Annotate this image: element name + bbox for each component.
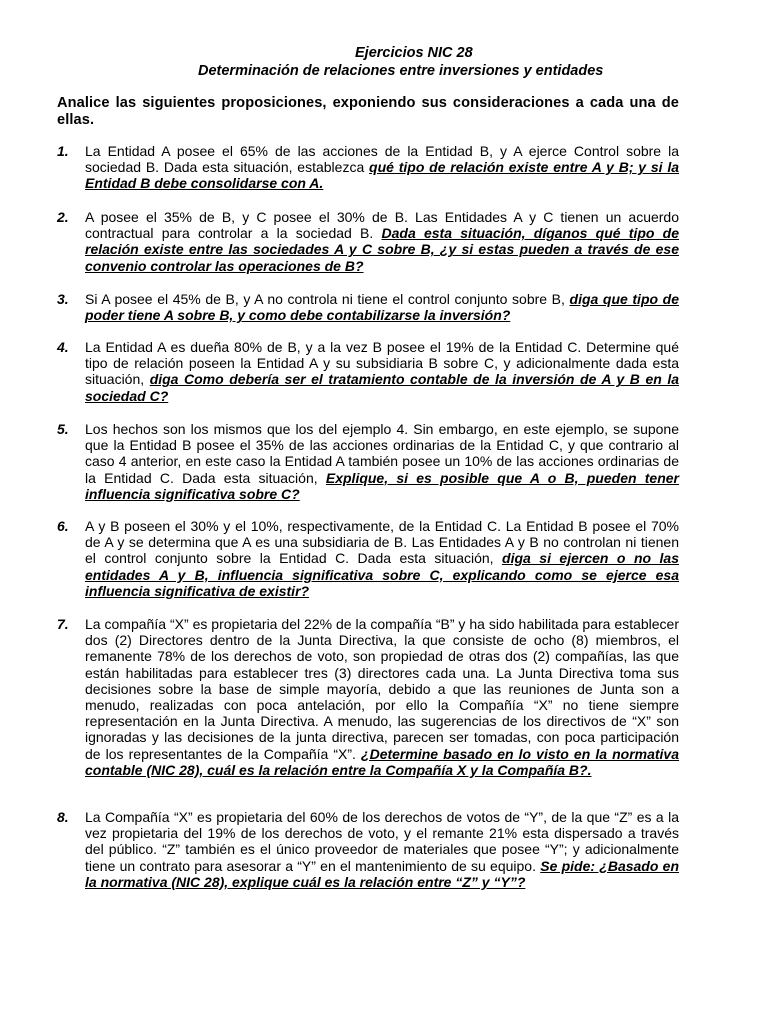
exercise-question: diga que tipo de poder tiene A sobre B, y como debe contabilizarse la inversión? <box>85 291 679 324</box>
exercise-statement: A y B poseen el 30% y el 10%, respectivamente, de la Entidad C. La Entidad B posee el 70% de A y se determina que A es una subsidiaria de B. Las Entidades A y B no controlan ni tienen el control conjunto sobre la Entidad C. Dada esta situación, <box>85 518 679 567</box>
exercise-text <box>85 518 679 599</box>
exercise-question: Se pide: ¿Basado en la normativa (NIC 28), explique cuál es la relación entre “Z” y “Y”? <box>85 857 679 890</box>
exercise-text <box>85 809 679 890</box>
exercise-statement: Si A posee el 45% de B, y A no controla ni tiene el control conjunto sobre B, <box>85 291 570 307</box>
exercise-number: 5. <box>57 421 69 437</box>
exercise-text <box>85 209 679 274</box>
instructions-paragraph: Analice las siguientes proposiciones, exponiendo sus consideraciones a cada una de ellas. <box>57 95 679 128</box>
exercise-question: Explique, si es posible que A o B, pueden tener influencia significativa sobre C? <box>85 469 680 502</box>
exercise-number: 2. <box>57 209 69 225</box>
exercise-statement: Los hechos son los mismos que los del ejemplo 4. Sin embargo, en este ejemplo, se supone que la Entidad B posee el 35% de las acciones ordinarias de la Entidad C, y que contrario al caso 4 anterior, en este caso la Entidad A también posee un 10% de las acciones ordinarias de la Entidad C. Dada esta situación, <box>85 421 679 486</box>
exercise-statement: La Compañía “X” es propietaria del 60% de los derechos de votos de “Y”, de la que “Z” es a la vez propietaria del 19% de los derechos de voto, y el remante 21% esta dispersado a través del público. “Z” también es el único proveedor de materiales que posee “Y”; y adicionalmente tiene un contrato para asesorar a “Y” en el mantenimiento de su equipo. <box>85 809 679 874</box>
exercise-statement: La Entidad A es dueña 80% de B, y a la vez B posee el 19% de la Entidad C. Determine qué tipo de relación poseen la Entidad A y su subsidiaria B sobre C, y adicionalmente dada esta situación, <box>85 339 679 388</box>
exercise-text <box>85 339 679 404</box>
exercise-number: 1. <box>57 143 69 159</box>
exercise-question: qué tipo de relación existe entre A y B; y si la Entidad B debe consolidarse con A. <box>85 159 679 192</box>
document-title: Ejercicios NIC 28 <box>355 45 473 61</box>
document-subtitle: Determinación de relaciones entre inversiones y entidades <box>198 63 604 79</box>
exercise-question: diga Como debería ser el tratamiento contable de la inversión de A y B en la sociedad C? <box>85 371 679 404</box>
exercise-question: Dada esta situación, díganos qué tipo de relación existe entre las sociedades A y C sobre B, ¿y si estas pueden a través de ese convenio controlar las operaciones de B? <box>85 225 679 274</box>
exercise-number: 6. <box>57 518 69 534</box>
exercise-statement: La compañía “X” es propietaria del 22% de la compañía “B” y ha sido habilitada para establecer dos (2) Directores dentro de la Junta Directiva, la que consiste de ocho (8) miembros, el remanente 78% de los derechos de voto, son propiedad de otras dos (2) compañías, las que están habilitadas para establecer tres (3) directores cada una. La Junta Directiva toma sus decisiones sobre la base de simple mayoría, debido a que las reuniones de Junta son a menudo, realizadas con poca antelación, por ello la Compañía “X” no tiene siempre representación en la Junta Directiva. A menudo, las sugerencias de los directivos de “X” son ignoradas y las decisiones de la junta directiva, parecen ser tomadas, con poca participación de los representantes de la Compañía “X”. <box>85 616 679 762</box>
exercise-number: 7. <box>57 616 69 632</box>
exercise-text <box>85 421 679 502</box>
exercise-text <box>85 143 679 192</box>
exercise-statement: La Entidad A posee el 65% de las acciones de la Entidad B, y A ejerce Control sobre la sociedad B. Dada esta situación, establezca <box>85 143 679 176</box>
exercise-text <box>85 616 679 778</box>
exercise-question: diga si ejercen o no las entidades A y B, influencia significativa sobre C, explicando como se ejerce esa influencia significativa de existir? <box>85 550 679 599</box>
exercise-statement: A posee el 35% de B, y C posee el 30% de B. Las Entidades A y C tienen un acuerdo contractual para controlar a la sociedad B. <box>85 209 679 242</box>
exercise-text <box>85 291 679 323</box>
exercise-number: 4. <box>57 339 69 355</box>
exercise-question: ¿Determine basado en lo visto en la normativa contable (NIC 28), cuál es la relación entre la Compañía X y la Compañía B?. <box>85 745 680 778</box>
exercise-number: 3. <box>57 291 69 307</box>
exercise-number: 8. <box>57 809 69 825</box>
